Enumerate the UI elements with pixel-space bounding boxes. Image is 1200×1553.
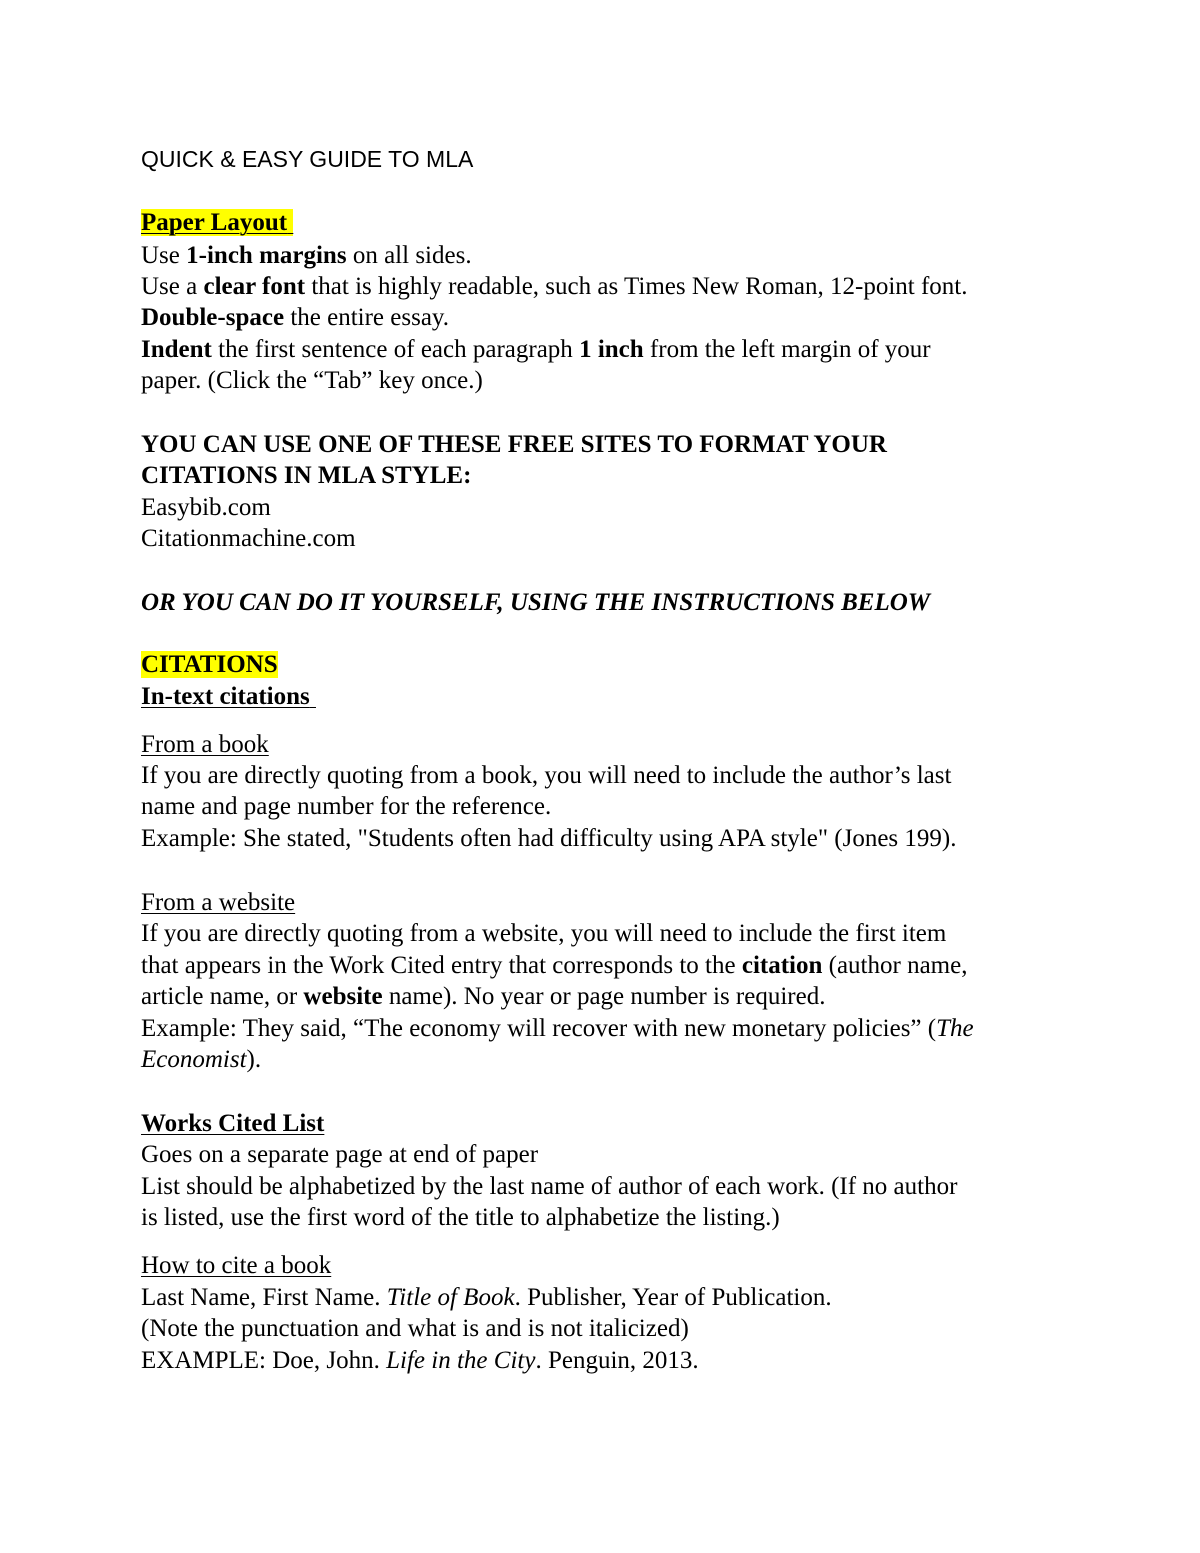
site-citationmachine: Citationmachine.com: [141, 525, 356, 552]
margins-line: Use 1-inch margins on all sides.: [141, 242, 472, 269]
from-website-line-1: If you are directly quoting from a website, you will need to include the first item: [141, 920, 947, 947]
works-cited-line-2: List should be alphabetized by the last name of author of each work. (If no author: [141, 1173, 958, 1200]
from-website-example-2: Economist).: [141, 1046, 262, 1073]
site-easybib: Easybib.com: [141, 494, 271, 521]
sites-heading-line-1: YOU CAN USE ONE OF THESE FREE SITES TO FORMAT YOUR: [141, 431, 887, 458]
from-website-line-3: article name, or website name). No year or page number is required.: [141, 983, 826, 1010]
font-line: Use a clear font that is highly readable, such as Times New Roman, 12-point font.: [141, 273, 968, 300]
intext-citations-heading: In-text citations: [141, 683, 310, 710]
citations-heading: CITATIONS: [141, 651, 278, 678]
works-cited-line-3: is listed, use the first word of the title to alphabetize the listing.): [141, 1204, 780, 1231]
paper-layout-heading: [141, 207, 293, 238]
double-space-line: Double-space the entire essay.: [141, 304, 450, 331]
sites-heading-line-2: CITATIONS IN MLA STYLE:: [141, 462, 472, 489]
from-book-example: Example: She stated, "Students often had difficulty using APA style" (Jones 199).: [141, 825, 957, 852]
cite-book-heading: How to cite a book: [141, 1252, 332, 1279]
cite-book-note: (Note the punctuation and what is and is not italicized): [141, 1315, 689, 1342]
from-website-heading: From a website: [141, 889, 296, 916]
works-cited-heading: Works Cited List: [141, 1110, 325, 1137]
from-website-line-2: that appears in the Work Cited entry that corresponds to the citation (author name,: [141, 952, 968, 979]
cite-book-format: Last Name, First Name. Title of Book. Publisher, Year of Publication.: [141, 1284, 832, 1311]
paper-layout-heading-text: Paper Layout: [141, 209, 288, 236]
from-book-line-2: name and page number for the reference.: [141, 793, 552, 820]
from-book-line-1: If you are directly quoting from a book, you will need to include the author’s last: [141, 762, 952, 789]
document-title: QUICK & EASY GUIDE TO MLA: [141, 146, 474, 172]
indent-line: Indent the first sentence of each paragraph 1 inch from the left margin of your: [141, 336, 931, 363]
diy-heading: OR YOU CAN DO IT YOURSELF, USING THE INSTRUCTIONS BELOW: [141, 589, 931, 616]
works-cited-line-1: Goes on a separate page at end of paper: [141, 1141, 539, 1168]
indent-line-2: paper. (Click the “Tab” key once.): [141, 367, 483, 394]
from-website-example: Example: They said, “The economy will recover with new monetary policies” (The: [141, 1015, 974, 1042]
cite-book-example: EXAMPLE: Doe, John. Life in the City. Penguin, 2013.: [141, 1347, 699, 1374]
from-book-heading: From a book: [141, 731, 269, 758]
